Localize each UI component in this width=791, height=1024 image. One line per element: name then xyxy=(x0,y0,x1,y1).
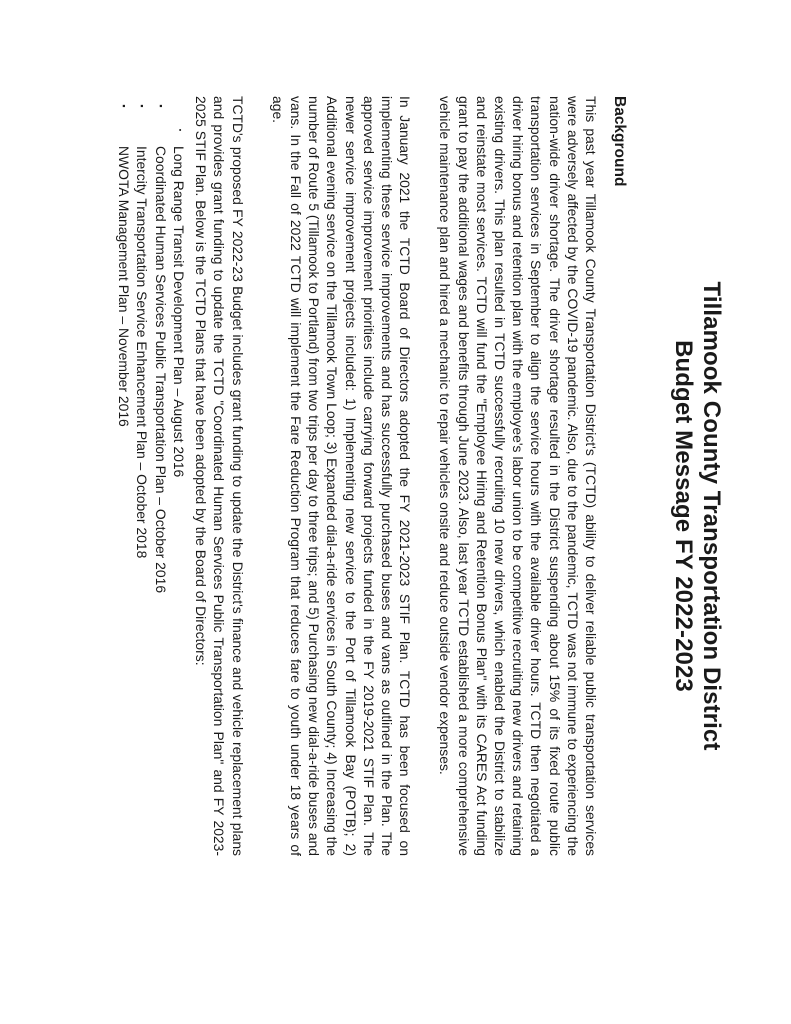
background-heading: Background xyxy=(611,96,628,187)
paragraph-background: This past year Tillamook County Transportation District's (TCTD) ability to deliver reliable public transportation services were adversely affected by the COVID-19 pandemic. Also, due to the pandemic, TCTD was not immune to experiencing the nation-wide driver shortage. The driver shortage resulted in the District suspending about 15% of its fixed route public transportation services in September to align the service hours with the available driver hours. TCTD then negotiated a driver hiring bonus and retention plan with the employee's labor union to be competitive recruiting new drivers and retaining existing drivers. This plan resulted in TCTD successfully recruiting 10 new drivers, which enabled the District to stabilize and reinstate most services. TCTD will fund the "Employee Hiring and Retention Bonus Plan" with its CARES Act funding grant to pay the additional wages and benefits through June 2023. Also, last year TCTD established a more comprehensive vehicle maintenance plan and hired a mechanic to repair vehicles onsite and reduce outside vendor expenses. xyxy=(437,96,599,856)
bullet-icon: ▪ xyxy=(137,104,148,108)
adopted-plans-list xyxy=(114,96,188,856)
list-item xyxy=(114,96,132,856)
title-line-district: Tillamook County Transportation District xyxy=(698,281,725,751)
bullet-icon: ▪ xyxy=(175,128,183,132)
bullet-icon: ▪ xyxy=(155,104,166,108)
bullet-icon: ▪ xyxy=(118,104,129,108)
list-item xyxy=(170,96,188,856)
plan-name: Intercity Transportation Service Enhancement Plan – October 2018 xyxy=(134,146,151,559)
paragraph-stif-plan: In January 2021 the TCTD Board of Directors adopted the FY 2021-2023 STIF Plan. TCTD has been focused on implementing these service improvements and has successfully purchased buses and vans as outlined in the Plan. The approved service improvement priorities include carrying forward projects funded in the FY 2019-2021 STIF Plan. The newer service improvement projects included: 1) Implementing new service to the Port of Tillamook Bay (POTB); 2) Additional evening service on the Tillamook Town Loop; 3) Expanded dial-a-ride services in South County; 4) Increasing the number of Route 5 (Tillamook to Portland) from two trips per day to three trips; and 5) Purchasing new dial-a-ride buses and vans. In the Fall of 2022 TCTD will implement the Fare Reduction Program that reduces fare to youth under 18 years of age. xyxy=(269,96,414,856)
paragraph-budget-plans: TCTD's proposed FY 2022-23 Budget includes grant funding to update the District's finance and vehicle replacement plans and provides grant funding to update the TCTD "Coordinated Human Services Public Transportation Plan" and FY 2023-2025 STIF Plan. Below is the TCTD Plans that have been adopted by the Board of Directors: xyxy=(193,96,246,856)
list-item xyxy=(133,96,151,856)
document-title xyxy=(669,136,725,896)
list-item xyxy=(151,96,169,856)
document-content xyxy=(114,96,725,856)
plan-name: Coordinated Human Services Public Transportation Plan – October 2016 xyxy=(152,146,169,594)
plan-name: NWOTA Management Plan – November 2016 xyxy=(115,146,132,427)
title-line-budget-message: Budget Message FY 2022-2023 xyxy=(670,340,697,692)
plan-name: Long Range Transit Development Plan – August 2016 xyxy=(170,146,187,478)
